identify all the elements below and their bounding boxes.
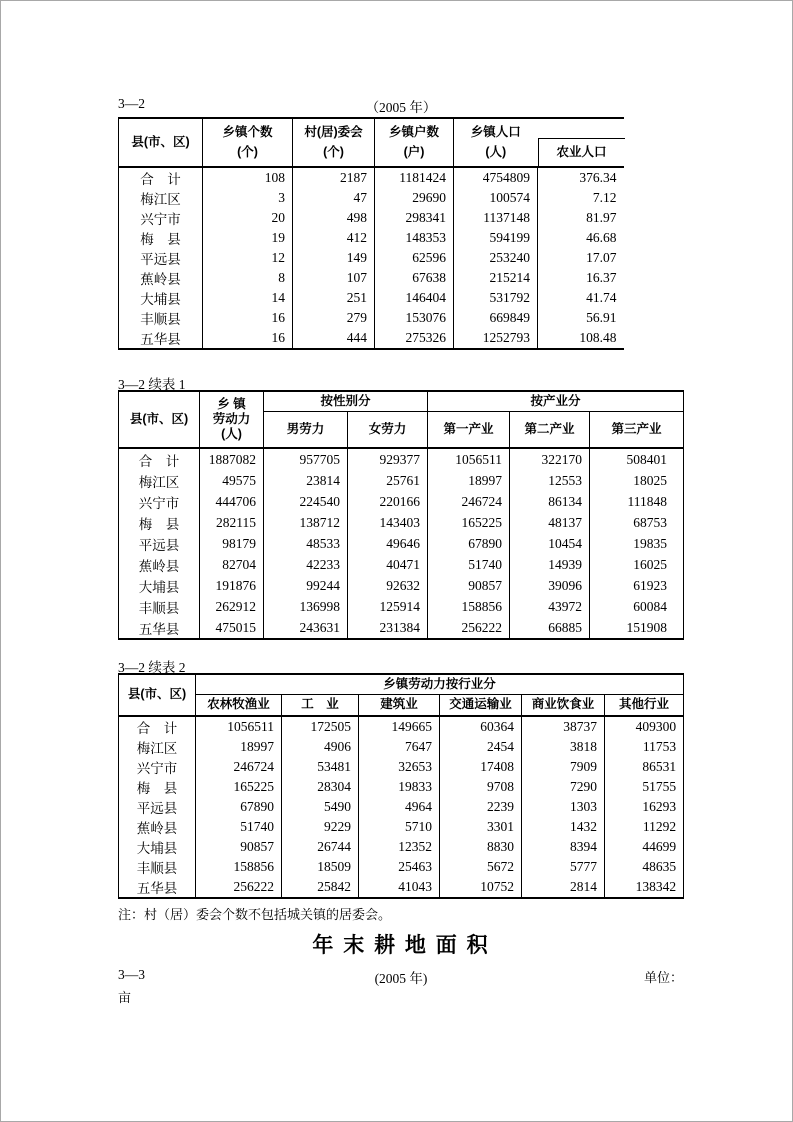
table2-label: 3—2 续表 1 <box>118 377 186 392</box>
labor-force-table <box>118 390 684 640</box>
value-cell: 16.37 <box>538 268 624 288</box>
table-row <box>119 512 684 533</box>
col-header-industry: 工 业 <box>282 695 359 716</box>
table3-3-caption: (2005 年) <box>374 971 428 986</box>
table-row <box>119 857 684 877</box>
county-cell: 梅 县 <box>119 228 203 248</box>
table-row <box>119 328 624 349</box>
table-row <box>119 491 684 512</box>
value-cell: 498 <box>293 208 375 228</box>
township-overview-table <box>118 117 624 350</box>
value-cell: 275326 <box>375 328 454 349</box>
value-cell: 246724 <box>196 757 282 777</box>
value-cell: 412 <box>293 228 375 248</box>
value-cell: 44699 <box>605 837 684 857</box>
county-cell: 梅 县 <box>119 777 196 797</box>
value-cell: 20 <box>203 208 293 228</box>
county-cell: 丰顺县 <box>119 857 196 877</box>
value-cell: 148353 <box>375 228 454 248</box>
table1-label: 3—2 <box>118 96 145 111</box>
value-cell: 12553 <box>510 470 590 491</box>
value-cell: 2454 <box>440 737 522 757</box>
county-cell: 梅 县 <box>119 512 200 533</box>
county-cell: 蕉岭县 <box>119 268 203 288</box>
value-cell: 1887082 <box>200 448 264 470</box>
col-header-committees: 村(居)委会 (个) <box>293 118 375 167</box>
value-cell: 62596 <box>375 248 454 268</box>
value-cell: 5672 <box>440 857 522 877</box>
value-cell: 4906 <box>282 737 359 757</box>
value-cell: 7909 <box>522 757 605 777</box>
value-cell: 111848 <box>590 491 684 512</box>
value-cell: 60364 <box>440 716 522 737</box>
table-row <box>119 208 624 228</box>
value-cell: 149 <box>293 248 375 268</box>
value-cell: 2187 <box>293 167 375 188</box>
table-row <box>119 777 684 797</box>
value-cell: 508401 <box>590 448 684 470</box>
value-cell: 66885 <box>510 617 590 639</box>
col-header-secondary-industry: 第二产业 <box>510 412 590 449</box>
value-cell: 138712 <box>264 512 348 533</box>
value-cell: 262912 <box>200 596 264 617</box>
county-cell: 蕉岭县 <box>119 817 196 837</box>
value-cell: 243631 <box>264 617 348 639</box>
footnote: 注：村（居）委会个数不包括城关镇的居委会。 <box>118 907 392 922</box>
value-cell: 39096 <box>510 575 590 596</box>
value-cell: 1252793 <box>454 328 538 349</box>
value-cell: 49575 <box>200 470 264 491</box>
value-cell: 14 <box>203 288 293 308</box>
group-header-labor-by-industry: 乡镇劳动力按行业分 <box>196 674 684 695</box>
value-cell: 19 <box>203 228 293 248</box>
table1-caption: （2005 年） <box>365 100 437 115</box>
value-cell: 8 <box>203 268 293 288</box>
col-header-county: 县(市、区) <box>119 118 203 167</box>
value-cell: 158856 <box>428 596 510 617</box>
county-cell: 兴宁市 <box>119 757 196 777</box>
value-cell: 12352 <box>359 837 440 857</box>
value-cell: 67890 <box>196 797 282 817</box>
table3-3-label: 3—3 <box>118 967 145 982</box>
table-row <box>119 877 684 898</box>
value-cell: 86134 <box>510 491 590 512</box>
value-cell: 4754809 <box>454 167 538 188</box>
table-row <box>119 617 684 639</box>
value-cell: 153076 <box>375 308 454 328</box>
section-title: 年 末 耕 地 面 积 <box>312 934 490 957</box>
value-cell: 11753 <box>605 737 684 757</box>
value-cell: 5490 <box>282 797 359 817</box>
value-cell: 1303 <box>522 797 605 817</box>
value-cell: 14939 <box>510 554 590 575</box>
value-cell: 1056511 <box>428 448 510 470</box>
value-cell: 82704 <box>200 554 264 575</box>
value-cell: 282115 <box>200 512 264 533</box>
value-cell: 68753 <box>590 512 684 533</box>
value-cell: 29690 <box>375 188 454 208</box>
value-cell: 8394 <box>522 837 605 857</box>
labor-by-industry-table <box>118 673 684 899</box>
county-cell: 梅江区 <box>119 470 200 491</box>
col-header-agriculture: 农林牧渔业 <box>196 695 282 716</box>
county-cell: 兴宁市 <box>119 208 203 228</box>
value-cell: 1137148 <box>454 208 538 228</box>
value-cell: 444706 <box>200 491 264 512</box>
value-cell: 47 <box>293 188 375 208</box>
value-cell: 146404 <box>375 288 454 308</box>
value-cell: 25761 <box>348 470 428 491</box>
value-cell: 18509 <box>282 857 359 877</box>
group-header-by-industry: 按产业分 <box>428 391 684 412</box>
value-cell: 224540 <box>264 491 348 512</box>
unit-value: 亩 <box>118 990 132 1005</box>
table-row <box>119 268 624 288</box>
value-cell: 108 <box>203 167 293 188</box>
value-cell: 143403 <box>348 512 428 533</box>
agri-population-box: 农业人口 <box>538 138 625 166</box>
value-cell: 929377 <box>348 448 428 470</box>
county-cell: 合 计 <box>119 167 203 188</box>
county-cell: 丰顺县 <box>119 308 203 328</box>
county-cell: 丰顺县 <box>119 596 200 617</box>
value-cell: 149665 <box>359 716 440 737</box>
col-header-female-labor: 女劳力 <box>348 412 428 449</box>
value-cell: 17.07 <box>538 248 624 268</box>
value-cell: 165225 <box>196 777 282 797</box>
value-cell: 19835 <box>590 533 684 554</box>
value-cell: 38737 <box>522 716 605 737</box>
value-cell: 9708 <box>440 777 522 797</box>
value-cell: 16293 <box>605 797 684 817</box>
value-cell: 256222 <box>196 877 282 898</box>
value-cell: 246724 <box>428 491 510 512</box>
value-cell: 28304 <box>282 777 359 797</box>
value-cell: 108.48 <box>538 328 624 349</box>
table-row <box>119 575 684 596</box>
value-cell: 165225 <box>428 512 510 533</box>
value-cell: 16 <box>203 328 293 349</box>
table-row <box>119 737 684 757</box>
value-cell: 5777 <box>522 857 605 877</box>
value-cell: 2239 <box>440 797 522 817</box>
value-cell: 16025 <box>590 554 684 575</box>
table2-header-row-1 <box>119 391 684 412</box>
table-row <box>119 448 684 470</box>
value-cell: 9229 <box>282 817 359 837</box>
value-cell: 191876 <box>200 575 264 596</box>
value-cell: 231384 <box>348 617 428 639</box>
value-cell: 40471 <box>348 554 428 575</box>
value-cell: 298341 <box>375 208 454 228</box>
value-cell: 11292 <box>605 817 684 837</box>
value-cell: 1181424 <box>375 167 454 188</box>
value-cell: 100574 <box>454 188 538 208</box>
value-cell: 172505 <box>282 716 359 737</box>
value-cell: 251 <box>293 288 375 308</box>
table-row <box>119 188 624 208</box>
col-header-towns: 乡镇个数 (个) <box>203 118 293 167</box>
value-cell: 26744 <box>282 837 359 857</box>
table3-header-row-1 <box>119 674 684 695</box>
county-cell: 五华县 <box>119 328 203 349</box>
value-cell: 67890 <box>428 533 510 554</box>
value-cell: 19833 <box>359 777 440 797</box>
col-header-male-labor: 男劳力 <box>264 412 348 449</box>
value-cell: 151908 <box>590 617 684 639</box>
table-row <box>119 716 684 737</box>
col-header-commerce-catering: 商业饮食业 <box>522 695 605 716</box>
col-header-tertiary-industry: 第三产业 <box>590 412 684 449</box>
value-cell: 51740 <box>428 554 510 575</box>
value-cell: 18997 <box>196 737 282 757</box>
county-cell: 大埔县 <box>119 837 196 857</box>
value-cell: 17408 <box>440 757 522 777</box>
value-cell: 4964 <box>359 797 440 817</box>
value-cell: 60084 <box>590 596 684 617</box>
county-cell: 梅江区 <box>119 188 203 208</box>
value-cell: 48137 <box>510 512 590 533</box>
value-cell: 42233 <box>264 554 348 575</box>
value-cell: 98179 <box>200 533 264 554</box>
value-cell: 3818 <box>522 737 605 757</box>
table-row <box>119 248 624 268</box>
value-cell: 67638 <box>375 268 454 288</box>
value-cell: 5710 <box>359 817 440 837</box>
value-cell: 531792 <box>454 288 538 308</box>
county-cell: 平远县 <box>119 248 203 268</box>
value-cell: 220166 <box>348 491 428 512</box>
value-cell: 669849 <box>454 308 538 328</box>
table3-header-row-2 <box>119 695 684 716</box>
table-row <box>119 228 624 248</box>
value-cell: 2814 <box>522 877 605 898</box>
col-header-county: 县(市、区) <box>119 674 196 716</box>
table-row <box>119 596 684 617</box>
county-cell: 平远县 <box>119 533 200 554</box>
col-header-other-industries: 其他行业 <box>605 695 684 716</box>
value-cell: 475015 <box>200 617 264 639</box>
value-cell: 158856 <box>196 857 282 877</box>
group-header-by-gender: 按性别分 <box>264 391 428 412</box>
value-cell: 279 <box>293 308 375 328</box>
table-row <box>119 817 684 837</box>
value-cell: 25463 <box>359 857 440 877</box>
value-cell: 23814 <box>264 470 348 491</box>
value-cell: 8830 <box>440 837 522 857</box>
value-cell: 43972 <box>510 596 590 617</box>
value-cell: 7647 <box>359 737 440 757</box>
county-cell: 梅江区 <box>119 737 196 757</box>
value-cell: 322170 <box>510 448 590 470</box>
value-cell: 12 <box>203 248 293 268</box>
table-row <box>119 470 684 491</box>
county-cell: 蕉岭县 <box>119 554 200 575</box>
value-cell: 7290 <box>522 777 605 797</box>
value-cell: 56.91 <box>538 308 624 328</box>
table-row <box>119 757 684 777</box>
unit-label: 单位： <box>644 970 684 985</box>
value-cell: 957705 <box>264 448 348 470</box>
value-cell: 215214 <box>454 268 538 288</box>
col-header-labor-force: 乡 镇 劳动力 (人) <box>200 391 264 448</box>
value-cell: 138342 <box>605 877 684 898</box>
col-header-county: 县(市、区) <box>119 391 200 448</box>
value-cell: 51740 <box>196 817 282 837</box>
value-cell: 594199 <box>454 228 538 248</box>
table-row <box>119 554 684 575</box>
value-cell: 49646 <box>348 533 428 554</box>
value-cell: 3301 <box>440 817 522 837</box>
county-cell: 兴宁市 <box>119 491 200 512</box>
value-cell: 46.68 <box>538 228 624 248</box>
value-cell: 376.34 <box>538 167 624 188</box>
table1-header-row <box>119 118 624 167</box>
col-header-agri-population <box>538 118 624 167</box>
value-cell: 444 <box>293 328 375 349</box>
col-header-households: 乡镇户数 (户) <box>375 118 454 167</box>
col-header-transport: 交通运输业 <box>440 695 522 716</box>
col-header-population: 乡镇人口 (人) <box>454 118 538 167</box>
value-cell: 41043 <box>359 877 440 898</box>
value-cell: 32653 <box>359 757 440 777</box>
value-cell: 107 <box>293 268 375 288</box>
value-cell: 48533 <box>264 533 348 554</box>
table-row <box>119 533 684 554</box>
col-header-primary-industry: 第一产业 <box>428 412 510 449</box>
value-cell: 125914 <box>348 596 428 617</box>
value-cell: 25842 <box>282 877 359 898</box>
county-cell: 大埔县 <box>119 575 200 596</box>
county-cell: 合 计 <box>119 448 200 470</box>
value-cell: 48635 <box>605 857 684 877</box>
table-row <box>119 167 624 188</box>
value-cell: 86531 <box>605 757 684 777</box>
value-cell: 90857 <box>196 837 282 857</box>
value-cell: 90857 <box>428 575 510 596</box>
value-cell: 61923 <box>590 575 684 596</box>
table-row <box>119 797 684 817</box>
county-cell: 大埔县 <box>119 288 203 308</box>
value-cell: 7.12 <box>538 188 624 208</box>
col-header-construction: 建筑业 <box>359 695 440 716</box>
table-row <box>119 288 624 308</box>
value-cell: 16 <box>203 308 293 328</box>
county-cell: 平远县 <box>119 797 196 817</box>
county-cell: 五华县 <box>119 877 196 898</box>
value-cell: 99244 <box>264 575 348 596</box>
county-cell: 合 计 <box>119 716 196 737</box>
value-cell: 18997 <box>428 470 510 491</box>
table-row <box>119 837 684 857</box>
value-cell: 53481 <box>282 757 359 777</box>
value-cell: 256222 <box>428 617 510 639</box>
county-cell: 五华县 <box>119 617 200 639</box>
value-cell: 51755 <box>605 777 684 797</box>
table-row <box>119 308 624 328</box>
value-cell: 3 <box>203 188 293 208</box>
table3-label: 3—2 续表 2 <box>118 660 186 675</box>
value-cell: 409300 <box>605 716 684 737</box>
value-cell: 1056511 <box>196 716 282 737</box>
value-cell: 10454 <box>510 533 590 554</box>
value-cell: 10752 <box>440 877 522 898</box>
value-cell: 136998 <box>264 596 348 617</box>
value-cell: 253240 <box>454 248 538 268</box>
value-cell: 18025 <box>590 470 684 491</box>
value-cell: 41.74 <box>538 288 624 308</box>
value-cell: 92632 <box>348 575 428 596</box>
value-cell: 1432 <box>522 817 605 837</box>
value-cell: 81.97 <box>538 208 624 228</box>
